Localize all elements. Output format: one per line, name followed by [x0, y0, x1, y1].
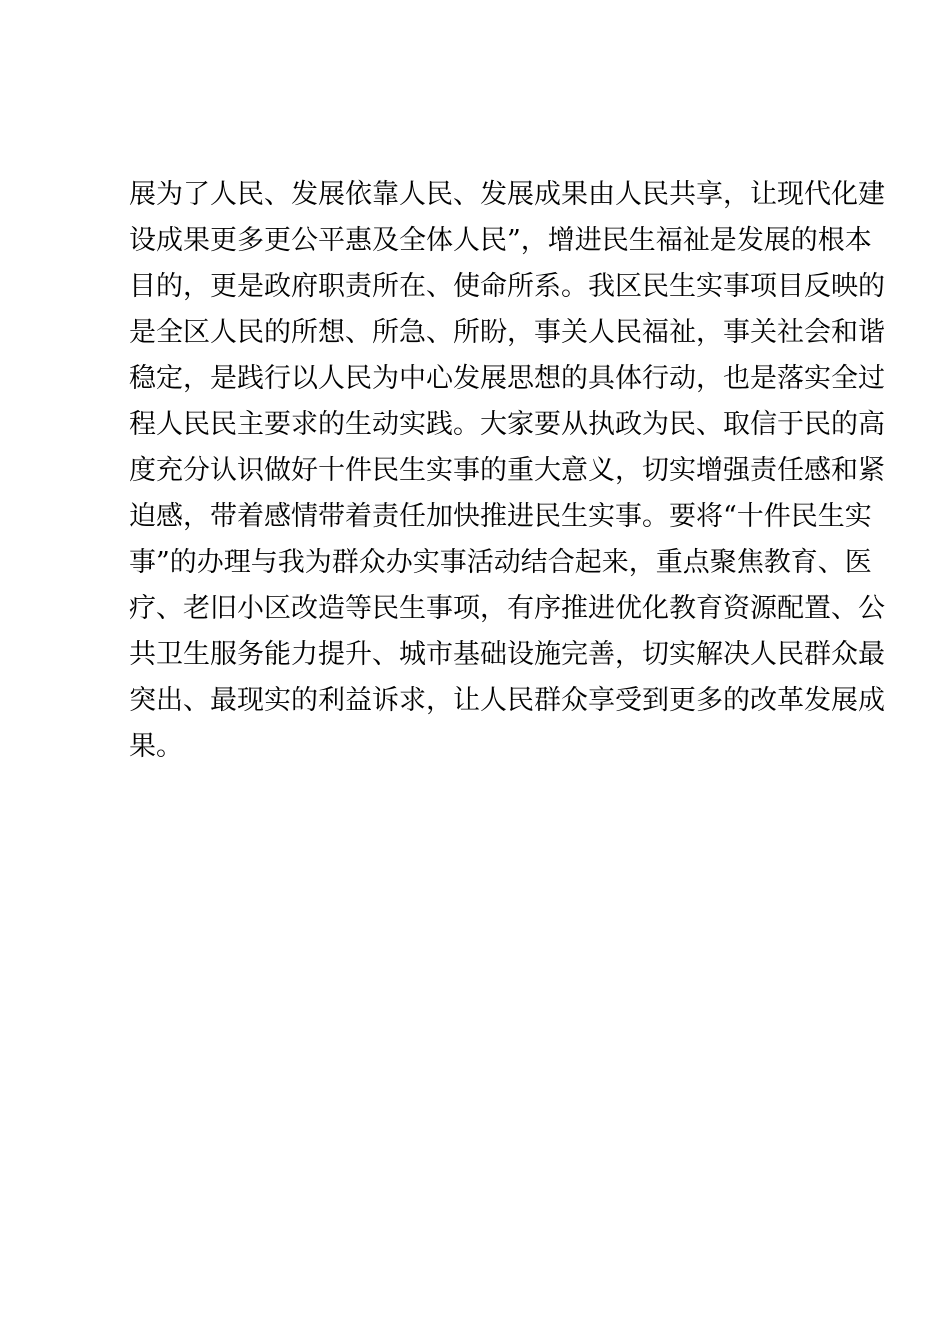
- body-paragraph: [129, 172, 885, 770]
- paragraph-line: 度充分认识做好十件民生实事的重大意义，切实增强责任感和紧: [129, 455, 885, 486]
- paragraph-line: 展为了人民、发展依靠人民、发展成果由人民共享，让现代化建: [129, 179, 885, 210]
- paragraph-line: 果。: [129, 731, 183, 762]
- paragraph-line: 设成果更多更公平惠及全体人民”，增进民生福祉是发展的根本: [129, 225, 872, 256]
- paragraph-line: 是全区人民的所想、所急、所盼，事关人民福祉，事关社会和谐: [129, 317, 885, 348]
- paragraph-line: 目的，更是政府职责所在、使命所系。我区民生实事项目反映的: [129, 271, 885, 302]
- paragraph-line: 共卫生服务能力提升、城市基础设施完善，切实解决人民群众最: [129, 639, 885, 670]
- paragraph-line: 疗、老旧小区改造等民生事项，有序推进优化教育资源配置、公: [129, 593, 885, 624]
- paragraph-line: 事”的办理与我为群众办实事活动结合起来，重点聚焦教育、医: [129, 547, 872, 578]
- paragraph-line: 迫感，带着感情带着责任加快推进民生实事。要将“十件民生实: [129, 501, 872, 532]
- paragraph-line: 突出、最现实的利益诉求，让人民群众享受到更多的改革发展成: [129, 685, 885, 716]
- paragraph-line: 稳定，是践行以人民为中心发展思想的具体行动，也是落实全过: [129, 363, 885, 394]
- paragraph-line: 程人民民主要求的生动实践。大家要从执政为民、取信于民的高: [129, 409, 885, 440]
